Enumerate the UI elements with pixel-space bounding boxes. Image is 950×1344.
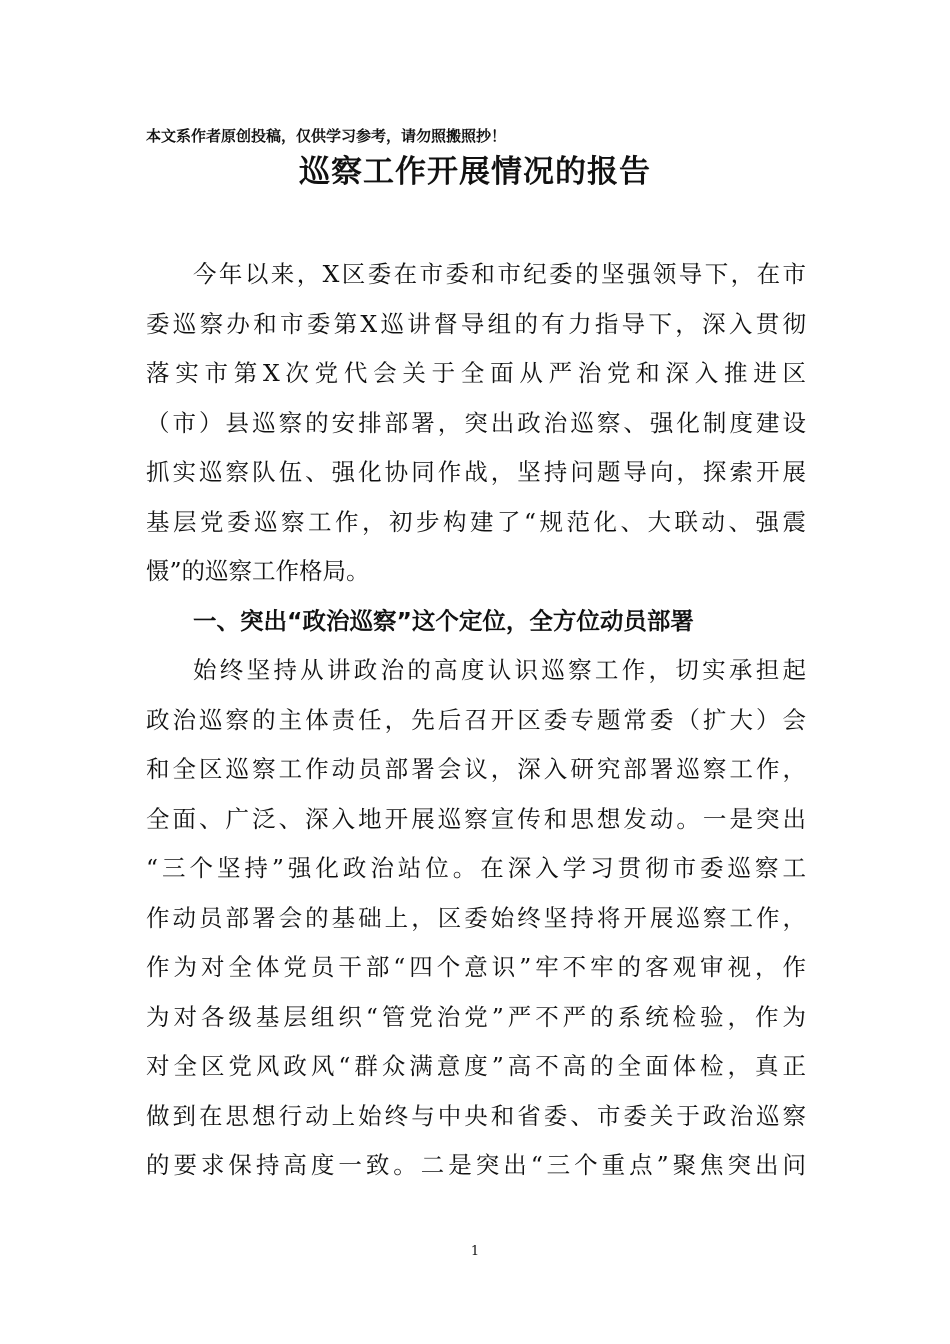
- text-line: 做到在思想行动上始终与中央和省委、市委关于政治巡察: [146, 1101, 806, 1130]
- text-line: 为对各级基层组织“管党治党”严不严的系统检验，作为: [146, 1002, 806, 1031]
- text-line: 始终坚持从讲政治的高度认识巡察工作，切实承担起: [193, 656, 806, 684]
- text-line: 的要求保持高度一致。二是突出“三个重点”聚焦突出问: [146, 1151, 806, 1179]
- text-line: 今年以来，X区委在市委和市纪委的坚强领导下，在市: [193, 260, 806, 288]
- page-number: 1: [470, 1244, 480, 1259]
- paragraph-section-one: [146, 646, 806, 1191]
- section-heading: 一、突出“政治巡察”这个定位，全方位动员部署: [193, 606, 694, 635]
- text-line: 基层党委巡察工作，初步构建了“规范化、大联动、强震: [146, 507, 806, 536]
- text-line: 对全区党风政风“群众满意度”高不高的全面体检，真正: [146, 1052, 806, 1080]
- text-line: 慑”的巡察工作格局。: [146, 557, 370, 585]
- text-line: 作为对全体党员干部“四个意识”牢不牢的客观审视，作: [146, 953, 806, 981]
- text-line: 政治巡察的主体责任，先后召开区委专题常委（扩大）会: [146, 705, 806, 734]
- text-line: “三个坚持”强化政治站位。在深入学习贯彻市委巡察工: [146, 854, 806, 882]
- text-line: 和全区巡察工作动员部署会议，深入研究部署巡察工作，: [146, 755, 806, 783]
- paragraph-intro: [146, 250, 806, 597]
- text-line: 抓实巡察队伍、强化协同作战，坚持问题导向，探索开展: [146, 458, 806, 486]
- copyright-notice: 本文系作者原创投稿，仅供学习参考，请勿照搬照抄！: [146, 127, 507, 145]
- text-line: 委巡察办和市委第X巡讲督导组的有力指导下，深入贯彻: [146, 309, 806, 338]
- document-body: [146, 250, 806, 1191]
- text-line: （市）县巡察的安排部署，突出政治巡察、强化制度建设: [146, 408, 806, 437]
- document-title: 巡察工作开展情况的报告: [299, 154, 651, 190]
- text-line: 作动员部署会的基础上，区委始终坚持将开展巡察工作，: [146, 903, 806, 932]
- text-line: 全面、广泛、深入地开展巡察宣传和思想发动。一是突出: [146, 804, 806, 833]
- text-line: 落实市第X次党代会关于全面从严治党和深入推进区: [146, 359, 806, 387]
